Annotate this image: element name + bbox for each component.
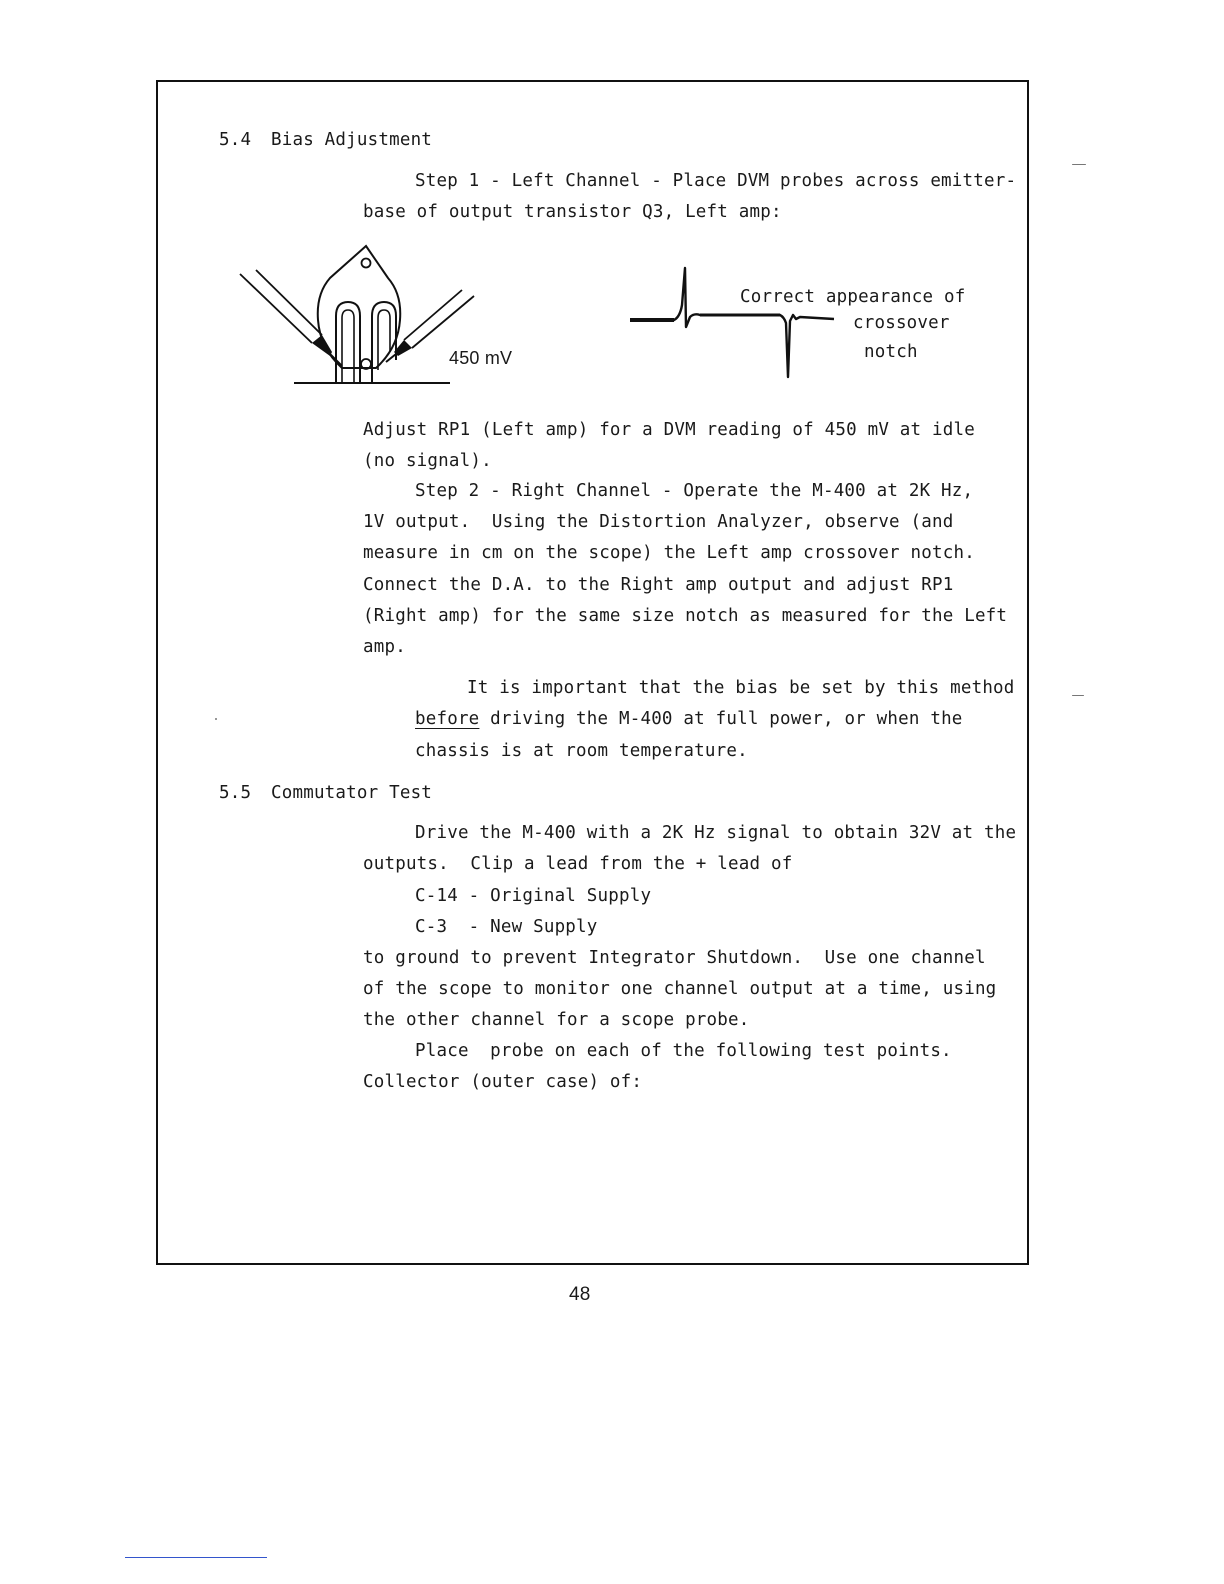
adjust-text-line1: Adjust RP1 (Left amp) for a DVM reading of 450 mV at idle bbox=[363, 420, 975, 440]
step1-text-line2: base of output transistor Q3, Left amp: bbox=[363, 202, 782, 222]
supply-item-original: C-14 - Original Supply bbox=[415, 886, 652, 906]
important-note-line2 bbox=[415, 708, 963, 730]
commutator-para3-line2: Collector (outer case) of: bbox=[363, 1072, 643, 1092]
commutator-para3-line1: Place probe on each of the following test points. bbox=[415, 1041, 952, 1061]
scan-speck bbox=[1072, 164, 1086, 165]
important-note-line3: chassis is at room temperature. bbox=[415, 741, 748, 761]
meter-reading-label: 450 mV bbox=[449, 348, 513, 368]
supply-item-new: C-3 - New Supply bbox=[415, 917, 598, 937]
commutator-para1-line1: Drive the M-400 with a 2K Hz signal to obtain 32V at the bbox=[415, 823, 1017, 843]
commutator-para2-line: to ground to prevent Integrator Shutdown. Use one channel bbox=[363, 948, 986, 968]
scan-edge-line bbox=[125, 1557, 267, 1558]
important-note-line1: It is important that the bias be set by this method bbox=[467, 678, 1015, 698]
step2-text-line: 1V output. Using the Distortion Analyzer, observe (and bbox=[363, 512, 954, 532]
section-number-5-5: 5.5 bbox=[219, 783, 252, 803]
waveform-caption-line2: crossover bbox=[853, 313, 950, 333]
commutator-para2-line: of the scope to monitor one channel output at a time, using bbox=[363, 979, 997, 999]
step1-text-line1: Step 1 - Left Channel - Place DVM probes across emitter- bbox=[415, 171, 1017, 191]
step2-text-line: (Right amp) for the same size notch as measured for the Left bbox=[363, 606, 1008, 626]
step2-text-line: Step 2 - Right Channel - Operate the M-400 at 2K Hz, bbox=[415, 481, 974, 501]
important-note-line2-rest: driving the M-400 at full power, or when the bbox=[479, 709, 963, 729]
waveform-caption-line1: Correct appearance of bbox=[740, 287, 966, 307]
section-title-commutator-test: Commutator Test bbox=[271, 783, 433, 803]
underlined-word-before: before bbox=[415, 709, 480, 729]
adjust-text-line2: (no signal). bbox=[363, 451, 492, 471]
step2-text-line: Connect the D.A. to the Right amp output and adjust RP1 bbox=[363, 575, 954, 595]
step2-text-line: amp. bbox=[363, 637, 406, 657]
scan-speck bbox=[1072, 695, 1084, 696]
crossover-notch-waveform bbox=[630, 265, 870, 381]
commutator-para2-line: the other channel for a scope probe. bbox=[363, 1010, 750, 1030]
page-number: 48 bbox=[569, 1284, 591, 1305]
section-title-bias-adjustment: Bias Adjustment bbox=[271, 130, 433, 150]
commutator-para1-line2: outputs. Clip a lead from the + lead of bbox=[363, 854, 793, 874]
step2-text-line: measure in cm on the scope) the Left amp crossover notch. bbox=[363, 543, 975, 563]
scan-speck bbox=[215, 718, 217, 720]
waveform-caption-line3: notch bbox=[864, 342, 918, 362]
section-number-5-4: 5.4 bbox=[219, 130, 252, 150]
